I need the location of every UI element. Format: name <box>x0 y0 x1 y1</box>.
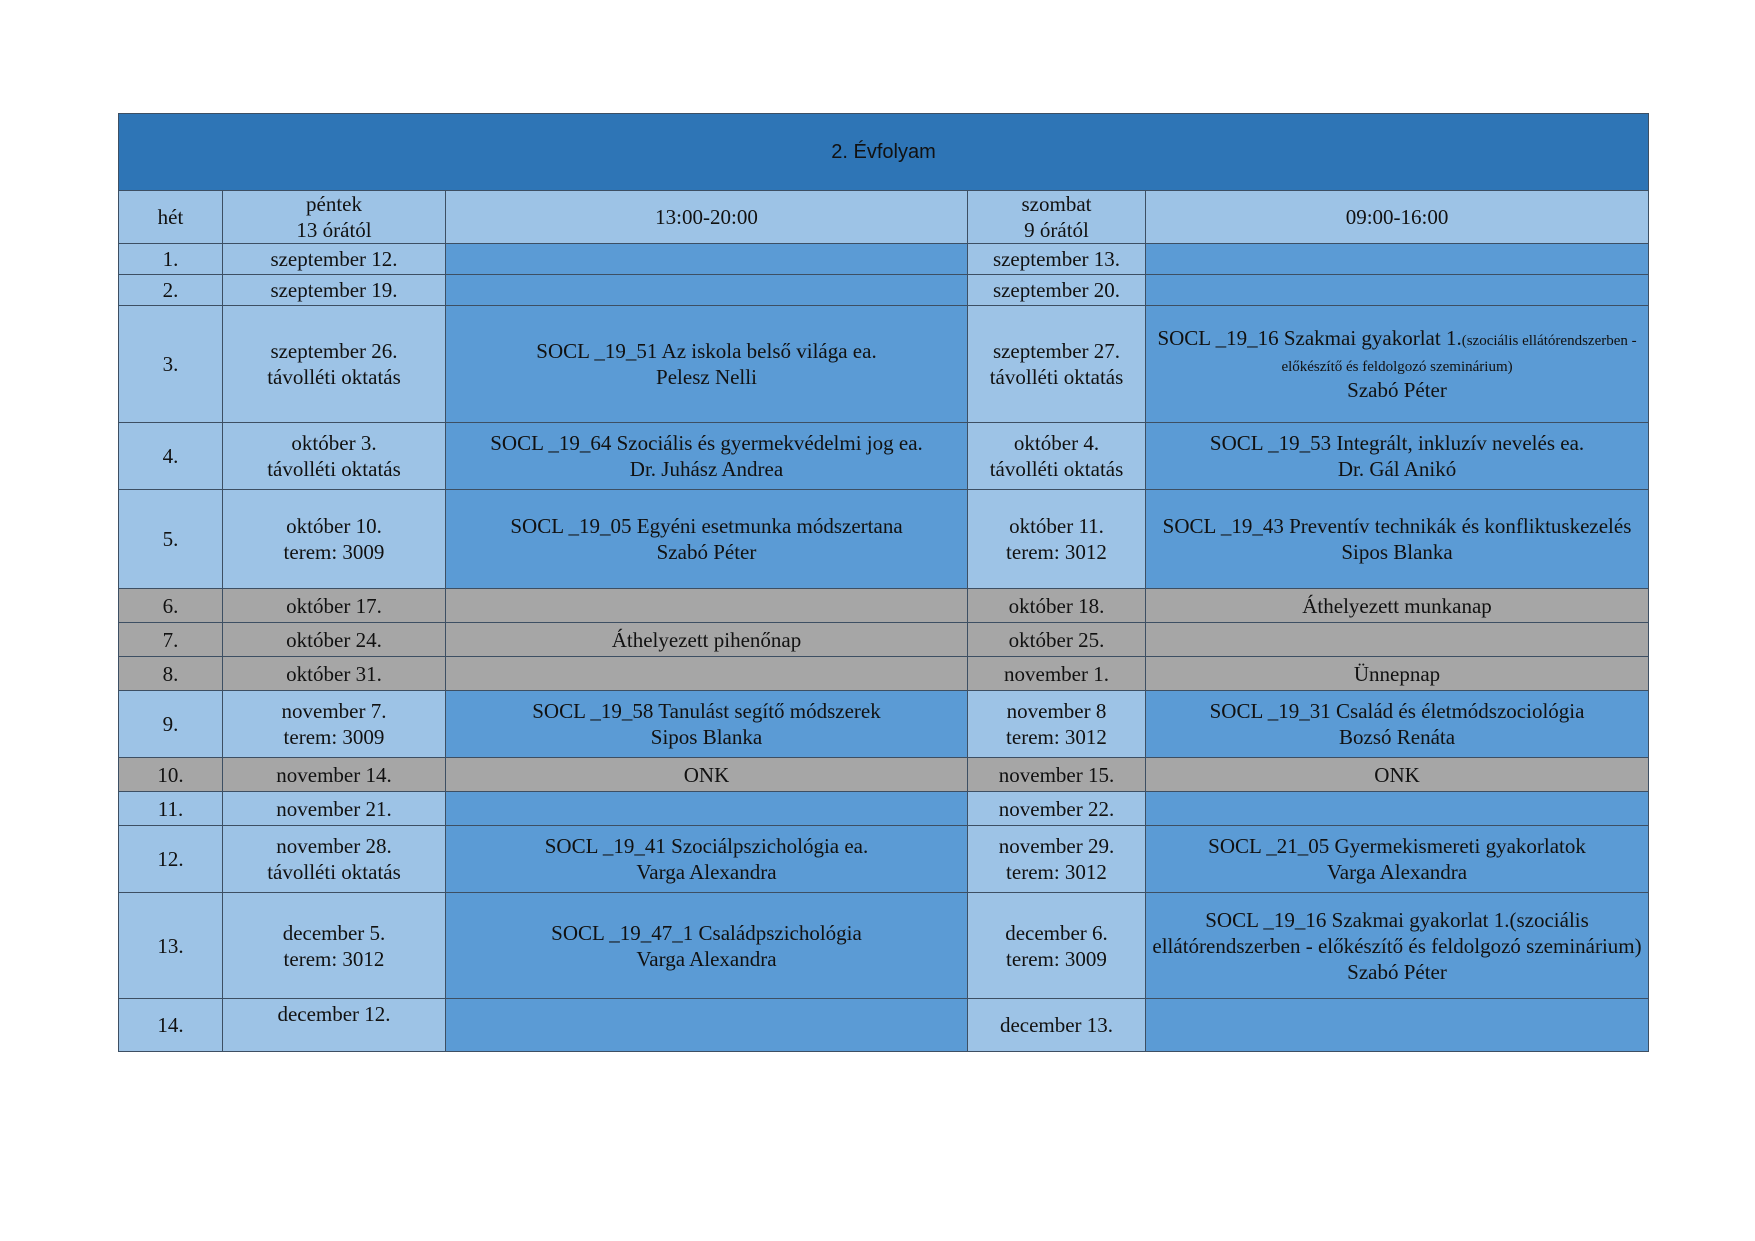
saturday-course: SOCL _21_05 Gyermekismereti gyakorlatok <box>1208 834 1586 858</box>
week-number-cell: 4. <box>119 423 223 490</box>
friday-course: Áthelyezett pihenőnap <box>611 627 802 652</box>
table-row <box>119 758 1649 792</box>
saturday-date-cell <box>968 999 1146 1052</box>
table-row <box>119 423 1649 490</box>
friday-date-cell <box>223 792 446 826</box>
table-row <box>119 490 1649 589</box>
table-row <box>119 623 1649 657</box>
saturday-date-cell <box>968 623 1146 657</box>
friday-location: távolléti oktatás <box>267 457 401 481</box>
friday-date: december 5. <box>282 920 386 945</box>
saturday-date-cell <box>968 893 1146 999</box>
saturday-course-cell <box>1146 826 1649 893</box>
friday-location: terem: 3009 <box>283 540 385 564</box>
friday-location: távolléti oktatás <box>267 860 401 884</box>
table-row <box>119 589 1649 623</box>
friday-date-cell <box>223 999 446 1052</box>
table-title: 2. Évfolyam <box>119 114 1649 191</box>
friday-teacher: Pelesz Nelli <box>656 365 757 389</box>
week-number-cell: 9. <box>119 691 223 758</box>
saturday-course-cell <box>1146 275 1649 306</box>
saturday-teacher: Szabó Péter <box>1347 959 1447 984</box>
friday-course-cell <box>446 893 968 999</box>
saturday-course-cell <box>1146 657 1649 691</box>
saturday-course: Áthelyezett munkanap <box>1302 593 1492 618</box>
saturday-date-cell <box>968 657 1146 691</box>
friday-date: október 10. <box>286 514 382 538</box>
saturday-course-cell <box>1146 589 1649 623</box>
friday-course: SOCL _19_41 Szociálpszichológia ea. <box>544 834 869 858</box>
saturday-date-cell <box>968 589 1146 623</box>
friday-date: december 12. <box>277 1002 391 1026</box>
saturday-date-cell <box>968 490 1146 589</box>
saturday-location: terem: 3012 <box>1006 860 1107 884</box>
friday-course-cell <box>446 657 968 691</box>
table-row <box>119 657 1649 691</box>
saturday-course: SOCL _19_16 Szakmai gyakorlat 1. <box>1157 326 1462 350</box>
table-row <box>119 691 1649 758</box>
saturday-course: SOCL _19_16 Szakmai gyakorlat 1.(szociális ellátórendszerben - előkészítő és feldolgozó szeminárium) <box>1152 907 1642 958</box>
friday-course-cell <box>446 691 968 758</box>
saturday-date-cell <box>968 792 1146 826</box>
saturday-date: november 8 <box>1006 699 1107 723</box>
saturday-date: szeptember 27. <box>992 339 1121 363</box>
friday-date-cell <box>223 275 446 306</box>
saturday-date: december 13. <box>999 1013 1114 1037</box>
saturday-date: november 15. <box>998 762 1115 787</box>
friday-course: SOCL _19_47_1 Családpszichológia <box>551 920 862 945</box>
friday-date-cell <box>223 589 446 623</box>
saturday-date: november 22. <box>998 796 1115 821</box>
table-row <box>119 306 1649 423</box>
week-number-cell: 11. <box>119 792 223 826</box>
friday-date-cell <box>223 691 446 758</box>
friday-date: október 3. <box>291 431 377 455</box>
week-number-cell: 6. <box>119 589 223 623</box>
friday-teacher: Varga Alexandra <box>636 946 777 971</box>
friday-start-label: 13 órától <box>296 218 372 242</box>
friday-date-cell <box>223 423 446 490</box>
saturday-date-cell <box>968 826 1146 893</box>
saturday-location: távolléti oktatás <box>989 365 1124 389</box>
saturday-date: november 29. <box>998 834 1115 858</box>
friday-location: terem: 3009 <box>283 725 385 749</box>
friday-course: ONK <box>683 762 730 787</box>
saturday-teacher: Dr. Gál Anikó <box>1337 457 1457 481</box>
saturday-day-label: szombat <box>1021 192 1092 216</box>
saturday-date: október 11. <box>1009 514 1104 538</box>
friday-date-cell <box>223 657 446 691</box>
table-row <box>119 275 1649 306</box>
saturday-course-note: (szociális ellátórendszerben - előkészítő és feldolgozó szeminárium) <box>1281 333 1637 375</box>
saturday-teacher: Varga Alexandra <box>1326 860 1468 884</box>
friday-course-cell <box>446 589 968 623</box>
saturday-date: szeptember 20. <box>992 278 1121 302</box>
week-number-cell: 12. <box>119 826 223 893</box>
friday-day-label: péntek <box>306 192 362 216</box>
saturday-course-cell <box>1146 792 1649 826</box>
table-row <box>119 792 1649 826</box>
saturday-teacher: Bozsó Renáta <box>1339 725 1456 749</box>
saturday-date: szeptember 13. <box>992 247 1121 271</box>
friday-date: november 14. <box>276 762 392 787</box>
friday-course-cell <box>446 826 968 893</box>
saturday-course: SOCL _19_31 Család és életmódszociológia <box>1209 699 1585 723</box>
friday-date-cell <box>223 244 446 275</box>
saturday-location: terem: 3012 <box>1006 540 1107 564</box>
saturday-course: ONK <box>1374 762 1420 787</box>
friday-teacher: Szabó Péter <box>656 540 757 564</box>
week-number-cell: 7. <box>119 623 223 657</box>
friday-header <box>223 191 446 244</box>
saturday-course-cell <box>1146 490 1649 589</box>
saturday-course-cell <box>1146 423 1649 490</box>
friday-teacher: Sipos Blanka <box>650 725 763 749</box>
week-number-cell: 3. <box>119 306 223 423</box>
saturday-course: Ünnepnap <box>1353 661 1441 686</box>
saturday-header <box>968 191 1146 244</box>
friday-teacher: Dr. Juhász Andrea <box>629 457 784 481</box>
saturday-course: SOCL _19_43 Preventív technikák és konfliktuskezelés <box>1162 514 1632 538</box>
saturday-location: terem: 3009 <box>1006 946 1107 971</box>
saturday-course-cell <box>1146 999 1649 1052</box>
friday-date-cell <box>223 758 446 792</box>
week-number-cell: 14. <box>119 999 223 1052</box>
table-row <box>119 893 1649 999</box>
friday-date: szeptember 19. <box>270 278 398 302</box>
friday-course: SOCL _19_51 Az iskola belső világa ea. <box>536 339 877 363</box>
saturday-date-cell <box>968 423 1146 490</box>
saturday-location: terem: 3012 <box>1006 725 1107 749</box>
friday-date-cell <box>223 893 446 999</box>
saturday-course-cell <box>1146 306 1649 423</box>
friday-course-cell <box>446 275 968 306</box>
friday-date: október 17. <box>286 593 382 618</box>
table-row <box>119 999 1649 1052</box>
friday-course: SOCL _19_58 Tanulást segítő módszerek <box>532 699 881 723</box>
friday-date: október 31. <box>286 661 382 686</box>
saturday-date-cell <box>968 244 1146 275</box>
saturday-course-cell <box>1146 893 1649 999</box>
saturday-date: november 1. <box>1004 661 1109 686</box>
week-number-cell: 2. <box>119 275 223 306</box>
friday-date: november 7. <box>281 699 387 723</box>
saturday-course: SOCL _19_53 Integrált, inkluzív nevelés ea. <box>1209 431 1585 455</box>
friday-course-cell <box>446 244 968 275</box>
friday-date-cell <box>223 490 446 589</box>
saturday-start-label: 9 órától <box>1024 218 1089 242</box>
friday-date-cell <box>223 623 446 657</box>
schedule-table <box>118 113 1649 1052</box>
week-number-cell: 10. <box>119 758 223 792</box>
saturday-date-cell <box>968 306 1146 423</box>
saturday-date-cell <box>968 758 1146 792</box>
week-number-cell: 5. <box>119 490 223 589</box>
saturday-teacher: Sipos Blanka <box>1341 540 1453 564</box>
friday-course-cell <box>446 792 968 826</box>
table-row <box>119 826 1649 893</box>
friday-date: szeptember 12. <box>270 247 398 271</box>
saturday-date: december 6. <box>1005 920 1108 945</box>
friday-course-cell <box>446 999 968 1052</box>
friday-course-cell <box>446 758 968 792</box>
friday-time-header: 13:00-20:00 <box>446 191 968 244</box>
saturday-date-cell <box>968 275 1146 306</box>
friday-course-cell <box>446 306 968 423</box>
friday-date: szeptember 26. <box>270 339 398 363</box>
saturday-course-cell <box>1146 244 1649 275</box>
saturday-course-cell <box>1146 758 1649 792</box>
week-number-cell: 13. <box>119 893 223 999</box>
friday-date-cell <box>223 826 446 893</box>
friday-teacher: Varga Alexandra <box>636 860 777 884</box>
saturday-course-cell <box>1146 691 1649 758</box>
friday-course-cell <box>446 490 968 589</box>
friday-course-cell <box>446 623 968 657</box>
week-header: hét <box>119 191 223 244</box>
header-row <box>119 191 1649 244</box>
week-number-cell: 8. <box>119 657 223 691</box>
friday-date: október 24. <box>286 627 382 652</box>
friday-date-cell <box>223 306 446 423</box>
friday-course: SOCL _19_05 Egyéni esetmunka módszertana <box>510 514 903 538</box>
week-number-cell: 1. <box>119 244 223 275</box>
friday-course-cell <box>446 423 968 490</box>
title-row <box>119 114 1649 191</box>
saturday-date: október 25. <box>1008 627 1105 652</box>
saturday-course-cell <box>1146 623 1649 657</box>
friday-location: terem: 3012 <box>283 946 385 971</box>
saturday-time-header: 09:00-16:00 <box>1146 191 1649 244</box>
friday-date: november 28. <box>276 834 392 858</box>
saturday-date: október 4. <box>1013 431 1100 455</box>
saturday-teacher: Szabó Péter <box>1347 378 1447 402</box>
friday-date: november 21. <box>276 796 392 821</box>
friday-location: távolléti oktatás <box>267 365 401 389</box>
table-row <box>119 244 1649 275</box>
saturday-date: október 18. <box>1008 593 1105 618</box>
saturday-date-cell <box>968 691 1146 758</box>
saturday-location: távolléti oktatás <box>989 457 1124 481</box>
friday-course: SOCL _19_64 Szociális és gyermekvédelmi jog ea. <box>490 431 923 455</box>
